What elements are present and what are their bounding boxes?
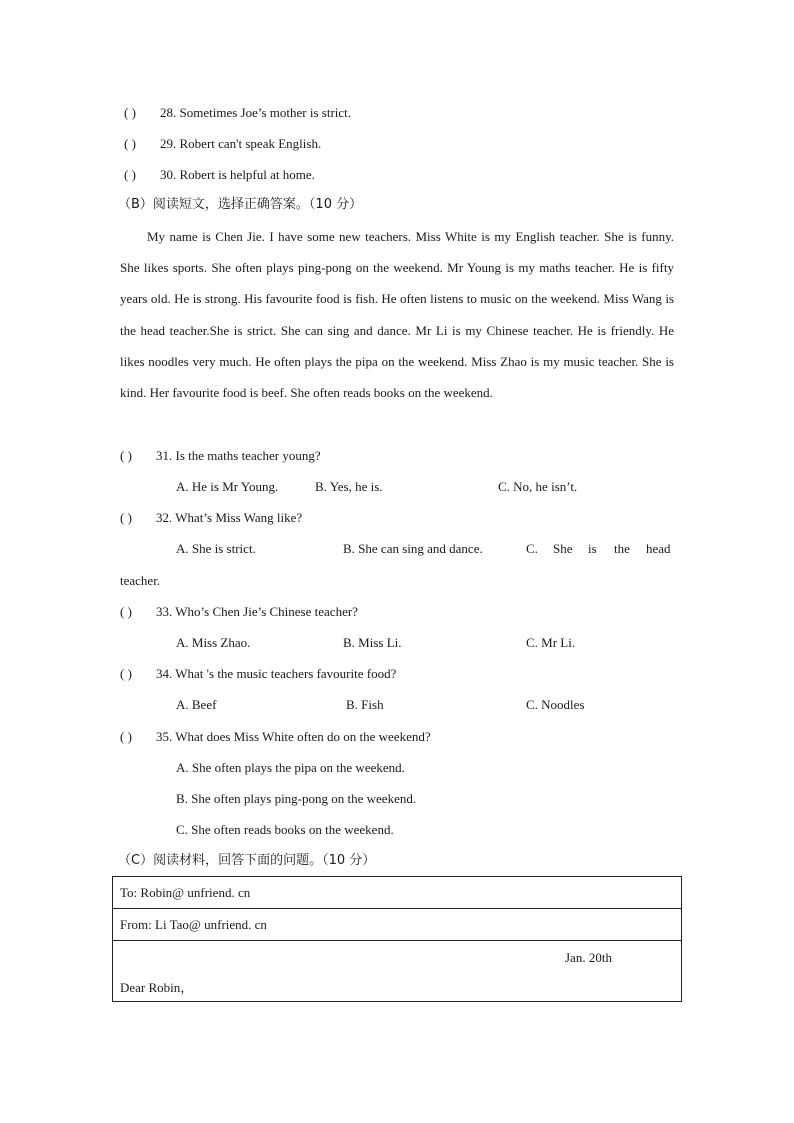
reading-passage: My name is Chen Jie. I have some new teachers. Miss White is my English teacher. She is funny. She likes sports. She often plays ping-pong on the weekend. Mr Young is my maths teacher. He is fifty years old. He is strong. His favourite food is fish. He often listens to music on the weekend. Miss Wang is the head teacher.She is strict. She can sing and dance. Mr Li is my Chinese teacher. He is friendly. He likes noodles very much. He often plays the pipa on the weekend. Miss Zhao is my music teacher. She is kind. Her favourite food is beef. She often reads books on the weekend. (120, 229, 674, 401)
question-29 (124, 135, 321, 153)
question-33 (120, 603, 358, 621)
option-c-word: head (646, 541, 671, 556)
email-from: From: Li Tao@ unfriend. cn (120, 917, 267, 932)
option-a: A. He is Mr Young. (176, 479, 279, 494)
email-to-row (113, 877, 681, 909)
answer-blank[interactable]: ( ) (120, 448, 132, 463)
answer-blank[interactable]: ( ) (124, 136, 136, 151)
question-31 (120, 447, 321, 465)
email-greeting: Dear Robin， (120, 980, 194, 995)
email-box (112, 876, 682, 1002)
option-c: C. She often reads books on the weekend. (176, 822, 394, 837)
question-text: 32. What’s Miss Wang like? (156, 510, 303, 525)
question-text: 33. Who’s Chen Jie’s Chinese teacher? (156, 604, 358, 619)
question-text: 34. What 's the music teachers favourite food? (156, 666, 397, 681)
question-text: 35. What does Miss White often do on the weekend? (156, 729, 431, 744)
question-28 (124, 104, 351, 122)
option-c-continued: teacher. (120, 573, 161, 588)
option-b: B. Miss Li. (343, 635, 402, 650)
option-b: B. Fish (346, 697, 384, 712)
option-c-word: She (553, 541, 573, 556)
question-35 (120, 728, 431, 746)
option-b: B. She can sing and dance. (343, 541, 483, 556)
option-c-word: is (588, 541, 597, 556)
answer-blank[interactable]: ( ) (124, 105, 136, 120)
question-34 (120, 665, 396, 683)
answer-blank[interactable]: ( ) (120, 510, 132, 525)
section-b-heading: （B）阅读短文，选择正确答案。（10 分） (118, 197, 363, 212)
email-to: To: Robin@ unfriend. cn (120, 885, 251, 900)
email-date: Jan. 20th (565, 950, 612, 965)
answer-blank[interactable]: ( ) (120, 729, 132, 744)
question-text: 31. Is the maths teacher young? (156, 448, 321, 463)
option-a: A. Beef (176, 697, 217, 712)
question-30 (124, 166, 315, 184)
option-a: A. Miss Zhao. (176, 635, 251, 650)
email-from-row (113, 909, 681, 941)
option-a: A. She is strict. (176, 541, 256, 556)
option-c: C. No, he isn’t. (498, 479, 578, 494)
section-c-heading: （C）阅读材料，回答下面的问题。（10 分） (118, 853, 376, 868)
option-c: C. Mr Li. (526, 635, 576, 650)
answer-blank[interactable]: ( ) (124, 167, 136, 182)
question-text: 28. Sometimes Joe’s mother is strict. (160, 105, 352, 120)
option-c-word: the (614, 541, 630, 556)
question-text: 29. Robert can't speak English. (160, 136, 322, 151)
answer-blank[interactable]: ( ) (120, 604, 132, 619)
option-a: A. She often plays the pipa on the weekend. (176, 760, 405, 775)
question-32 (120, 509, 302, 527)
answer-blank[interactable]: ( ) (120, 666, 132, 681)
option-b: B. Yes, he is. (315, 479, 383, 494)
option-c-word: C. (526, 541, 538, 556)
option-b: B. She often plays ping-pong on the weekend. (176, 791, 417, 806)
question-text: 30. Robert is helpful at home. (160, 167, 315, 182)
option-c: C. Noodles (526, 697, 585, 712)
